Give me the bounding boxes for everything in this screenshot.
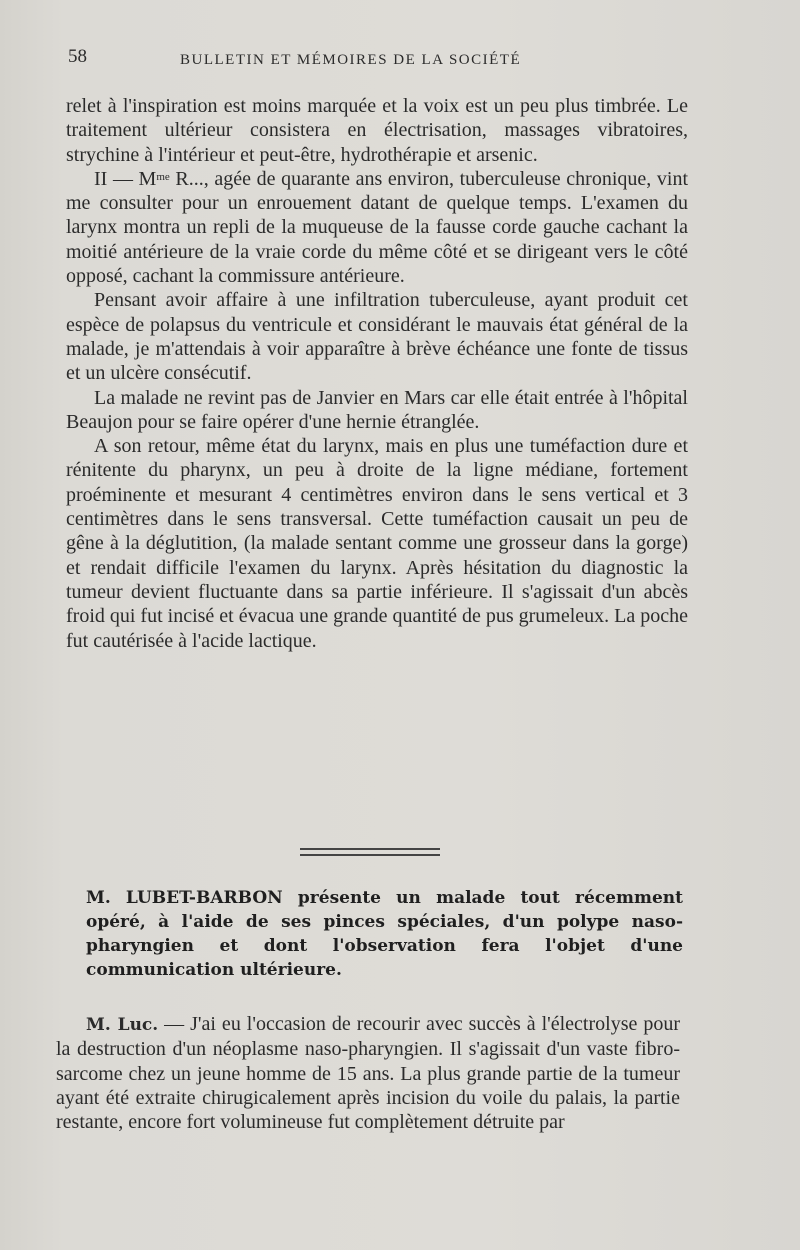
page-header (68, 44, 698, 74)
announcement-text: présente un malade tout récemment opéré, à l'aide de ses pinces spéciales, d'un polype naso-pharyngien et dont l'observation fera l'objet d'une communication ultérieure. (86, 888, 683, 980)
announcement-name: M. LUBET-BARBON (86, 888, 283, 908)
paragraph-5: A son retour, même état du larynx, mais en plus une tuméfaction dure et rénitente du pharynx, un peu à droite de la ligne médiane, fortement proéminente et mesurant 4 centimètres environ dans le sens vertical et 3 centimètres dans le sens transversal. Cette tuméfaction causait un peu de gêne à la déglutition, (la malade sentant comme une grosseur dans la gorge) et rendait difficile l'examen du larynx. Après hésitation du diagnostic la tumeur devient fluctuante dans sa partie inférieure. Il s'agissait d'un abcès froid qui fut incisé et évacua une grande quantité de pus grumeleux. La poche fut cautérisée à l'acide lactique. (66, 435, 688, 652)
section-separator (300, 848, 440, 856)
paragraph-2-text: R..., agée de quarante ans environ, tuberculeuse chronique, vint me consulter pour un enrouement datant de quelque temps. L'examen du larynx montra un repli de la muqueuse de la fausse corde gauche cachant la moitié antérieure de la vraie corde du même côté et se dirigeant vers le côté opposé, cachant la commissure antérieure. (66, 167, 688, 288)
paragraph-3: Pensant avoir affaire à une infiltration tuberculeuse, ayant produit cet espèce de polapsus du ventricule et considérant le mauvais état général de la malade, je m'attendais à voir apparaître à brève échéance une fonte de tissus et un ulcère consécutif. (66, 289, 688, 385)
body-text (66, 94, 688, 653)
title-superscript: me (156, 170, 170, 183)
announcement (86, 886, 683, 982)
page-number: 58 (68, 46, 87, 67)
running-title: BULLETIN ET MÉMOIRES DE LA SOCIÉTÉ (180, 52, 522, 68)
speaker-paragraph (56, 1012, 680, 1134)
paragraph-1: relet à l'inspiration est moins marquée et la voix est un peu plus timbrée. Le traitement ultérieur consistera en électrisation, massages vibratoires, strychine à l'intérieur et peut-être, hydrothérapie et arsenic. (66, 95, 688, 166)
paragraph-4: La malade ne revint pas de Janvier en Mars car elle était entrée à l'hôpital Beaujon pour se faire opérer d'une hernie étranglée. (66, 386, 688, 433)
speaker-name: M. Luc. (86, 1015, 159, 1035)
speaker-text: — J'ai eu l'occasion de recourir avec succès à l'électrolyse pour la destruction d'un néoplasme naso-pharyngien. Il s'agissait d'un vaste fibro-sarcome chez un jeune homme de 15 ans. La plus grande partie de la tumeur ayant été extraite chirugicalement après incision du voile du palais, la partie restante, encore fort volumineuse fut complètement détruite par (56, 1013, 680, 1134)
case-number: II — M (94, 167, 157, 190)
paragraph-2 (66, 167, 688, 288)
